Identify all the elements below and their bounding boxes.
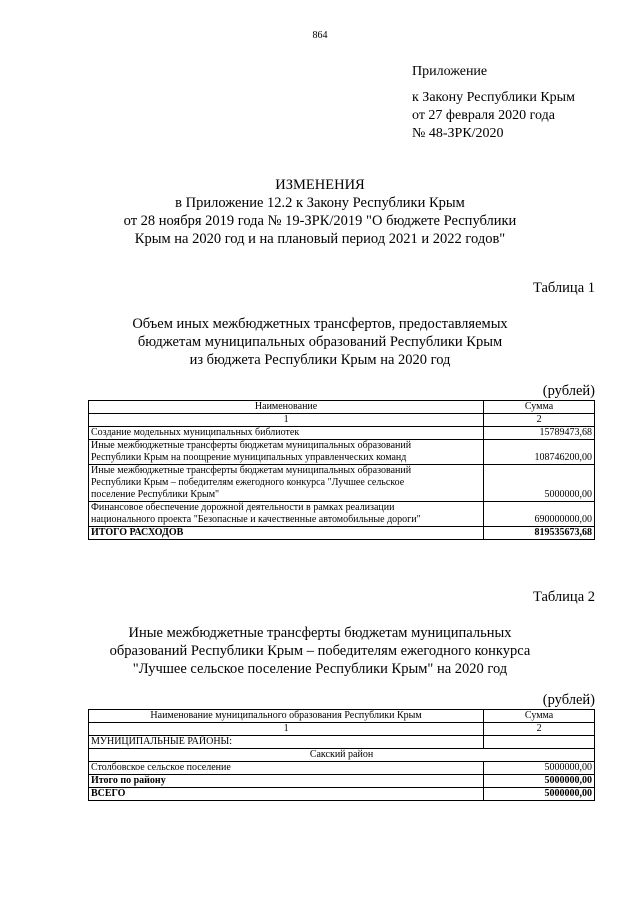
table2-caption-2: образований Республики Крым – победителям ежегодного конкурса	[109, 643, 531, 659]
table2-unit: (рублей)	[542, 692, 595, 708]
table2-settlement-name: Столбовское сельское поселение	[89, 762, 484, 775]
table1-total-sum: 819535673,68	[484, 527, 595, 540]
table2-group-sum	[484, 736, 595, 749]
table2-district-total-label: Итого по району	[89, 775, 484, 788]
appendix-title: Приложение	[412, 64, 488, 79]
table1-col-number: 2	[484, 414, 595, 427]
table-row	[89, 440, 595, 465]
table2-grand-total-label: ВСЕГО	[89, 788, 484, 801]
table2-label: Таблица 2	[532, 589, 595, 605]
appendix-law: к Закону Республики Крым	[412, 90, 575, 105]
table-row	[89, 762, 595, 775]
table1-row-name: Финансовое обеспечение дорожной деятельности в рамках реализации национального проекта "Безопасные и качественные автомобильные дороги"	[89, 502, 484, 527]
table1-row-sum: 108746200,00	[484, 440, 595, 465]
table1-row-sum: 5000000,00	[484, 465, 595, 502]
table-row	[89, 465, 595, 502]
table1-row-sum: 690000000,00	[484, 502, 595, 527]
table2-col-number: 1	[89, 723, 484, 736]
appendix-number: № 48-ЗРК/2020	[412, 126, 504, 141]
table1-header-row	[89, 401, 595, 414]
table1-row-sum: 15789473,68	[484, 427, 595, 440]
table-row	[89, 502, 595, 527]
table-row	[89, 427, 595, 440]
document-subtitle-2: от 28 ноября 2019 года № 19-ЗРК/2019 "О бюджете Республики	[123, 213, 517, 229]
table2-col-number: 2	[484, 723, 595, 736]
table1-total-label: ИТОГО РАСХОДОВ	[89, 527, 484, 540]
appendix-date: от 27 февраля 2020 года	[412, 108, 555, 123]
table2-caption-1: Иные межбюджетные трансферты бюджетам муниципальных	[128, 625, 512, 641]
table2-head-name: Наименование муниципального образования Республики Крым	[89, 710, 484, 723]
table2-caption-3: "Лучшее сельское поселение Республики Крым" на 2020 год	[132, 661, 508, 677]
table2-district-row	[89, 749, 595, 762]
table1-row-name: Иные межбюджетные трансферты бюджетам муниципальных образований Республики Крым на поощрение муниципальных управленческих команд	[89, 440, 484, 465]
table1-total-row	[89, 527, 595, 540]
table1-head-sum: Сумма	[484, 401, 595, 414]
document-subtitle-3: Крым на 2020 год и на плановый период 2021 и 2022 годов"	[134, 231, 506, 247]
table1-row-name: Иные межбюджетные трансферты бюджетам муниципальных образований Республики Крым – победителям ежегодного конкурса "Лучшее сельское поселение Республики Крым"	[89, 465, 484, 502]
table2-district-name: Сакский район	[89, 749, 595, 762]
table1-row-name: Создание модельных муниципальных библиотек	[89, 427, 484, 440]
table2-header-row	[89, 710, 595, 723]
page-number: 864	[312, 30, 328, 41]
table2-district-total-sum: 5000000,00	[484, 775, 595, 788]
table2-district-total-row	[89, 775, 595, 788]
table1-number-row	[89, 414, 595, 427]
table2	[88, 709, 595, 801]
table2-group-label: МУНИЦИПАЛЬНЫЕ РАЙОНЫ:	[89, 736, 484, 749]
table1-col-number: 1	[89, 414, 484, 427]
table1-caption-2: бюджетам муниципальных образований Республики Крым	[137, 334, 503, 350]
table2-number-row	[89, 723, 595, 736]
table1-unit: (рублей)	[542, 383, 595, 399]
document-title: ИЗМЕНЕНИЯ	[275, 177, 365, 193]
table2-grand-total-row	[89, 788, 595, 801]
table2-grand-total-sum: 5000000,00	[484, 788, 595, 801]
table2-head-sum: Сумма	[484, 710, 595, 723]
table1-label: Таблица 1	[532, 280, 595, 296]
document-subtitle-1: в Приложение 12.2 к Закону Республики Крым	[175, 195, 465, 211]
table2-settlement-sum: 5000000,00	[484, 762, 595, 775]
table1-head-name: Наименование	[89, 401, 484, 414]
table1	[88, 400, 595, 540]
table2-group-row	[89, 736, 595, 749]
table1-caption-3: из бюджета Республики Крым на 2020 год	[189, 352, 451, 368]
table1-caption-1: Объем иных межбюджетных трансфертов, предоставляемых	[132, 316, 508, 332]
